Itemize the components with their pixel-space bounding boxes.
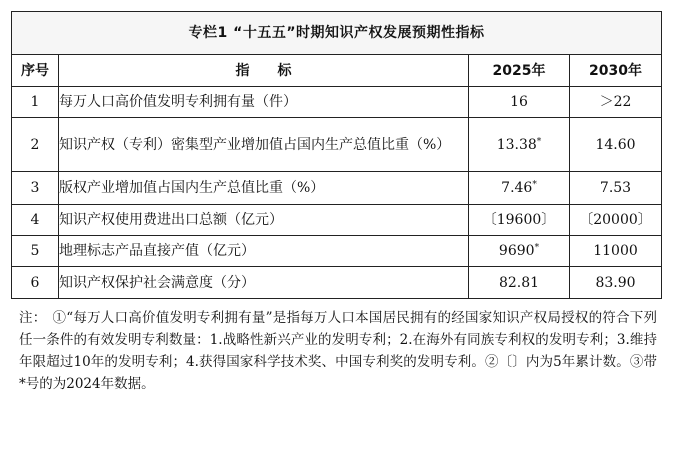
header-2030: 2030年 — [570, 55, 662, 87]
value-2025: 13.38* — [469, 118, 570, 172]
value-2030: ＞22 — [570, 87, 662, 118]
table-row — [12, 236, 662, 267]
note-label: 注： — [19, 310, 47, 326]
value-2030: 14.60 — [570, 118, 662, 172]
value-2025: 16 — [469, 87, 570, 118]
row-number: 2 — [12, 118, 59, 172]
indicator-name: 版权产业增加值占国内生产总值比重（%） — [59, 172, 469, 205]
value-2025: 〔19600〕 — [469, 205, 570, 236]
table-title: 专栏1 “十五五”时期知识产权发展预期性指标 — [12, 12, 662, 55]
table-row — [12, 87, 662, 118]
table-row — [12, 267, 662, 299]
indicator-box — [11, 11, 661, 395]
header-indicator: 指 标 — [59, 55, 469, 87]
indicator-name: 地理标志产品直接产值（亿元） — [59, 236, 469, 267]
table-row — [12, 205, 662, 236]
value-2030: 7.53 — [570, 172, 662, 205]
row-number: 6 — [12, 267, 59, 299]
row-number: 5 — [12, 236, 59, 267]
value-2030: 11000 — [570, 236, 662, 267]
row-number: 4 — [12, 205, 59, 236]
note-text: ①“每万人口高价值发明专利拥有量”是指每万人口本国居民拥有的经国家知识产权局授权的符合下列任一条件的有效发明专利数量：1.战略性新兴产业的发明专利；2.在海外有同族专利权的发明专利；3.维持年限超过10年的发明专利；4.获得国家科学技术奖、中国专利奖的发明专利。②〔〕内为5年累计数。③带*号的为2024年数据。 — [19, 310, 657, 392]
row-number: 3 — [12, 172, 59, 205]
table-row — [12, 118, 662, 172]
header-index: 序号 — [12, 55, 59, 87]
header-2025: 2025年 — [469, 55, 570, 87]
indicator-name: 知识产权使用费进出口总额（亿元） — [59, 205, 469, 236]
indicator-name: 每万人口高价值发明专利拥有量（件） — [59, 87, 469, 118]
value-2025: 7.46* — [469, 172, 570, 205]
indicator-name: 知识产权（专利）密集型产业增加值占国内生产总值比重（%） — [59, 118, 469, 172]
value-2025: 9690* — [469, 236, 570, 267]
value-2030: 83.90 — [570, 267, 662, 299]
indicator-table — [11, 11, 662, 299]
indicator-name: 知识产权保护社会满意度（分） — [59, 267, 469, 299]
row-number: 1 — [12, 87, 59, 118]
table-row — [12, 172, 662, 205]
table-note — [11, 307, 661, 395]
value-2025: 82.81 — [469, 267, 570, 299]
value-2030: 〔20000〕 — [570, 205, 662, 236]
